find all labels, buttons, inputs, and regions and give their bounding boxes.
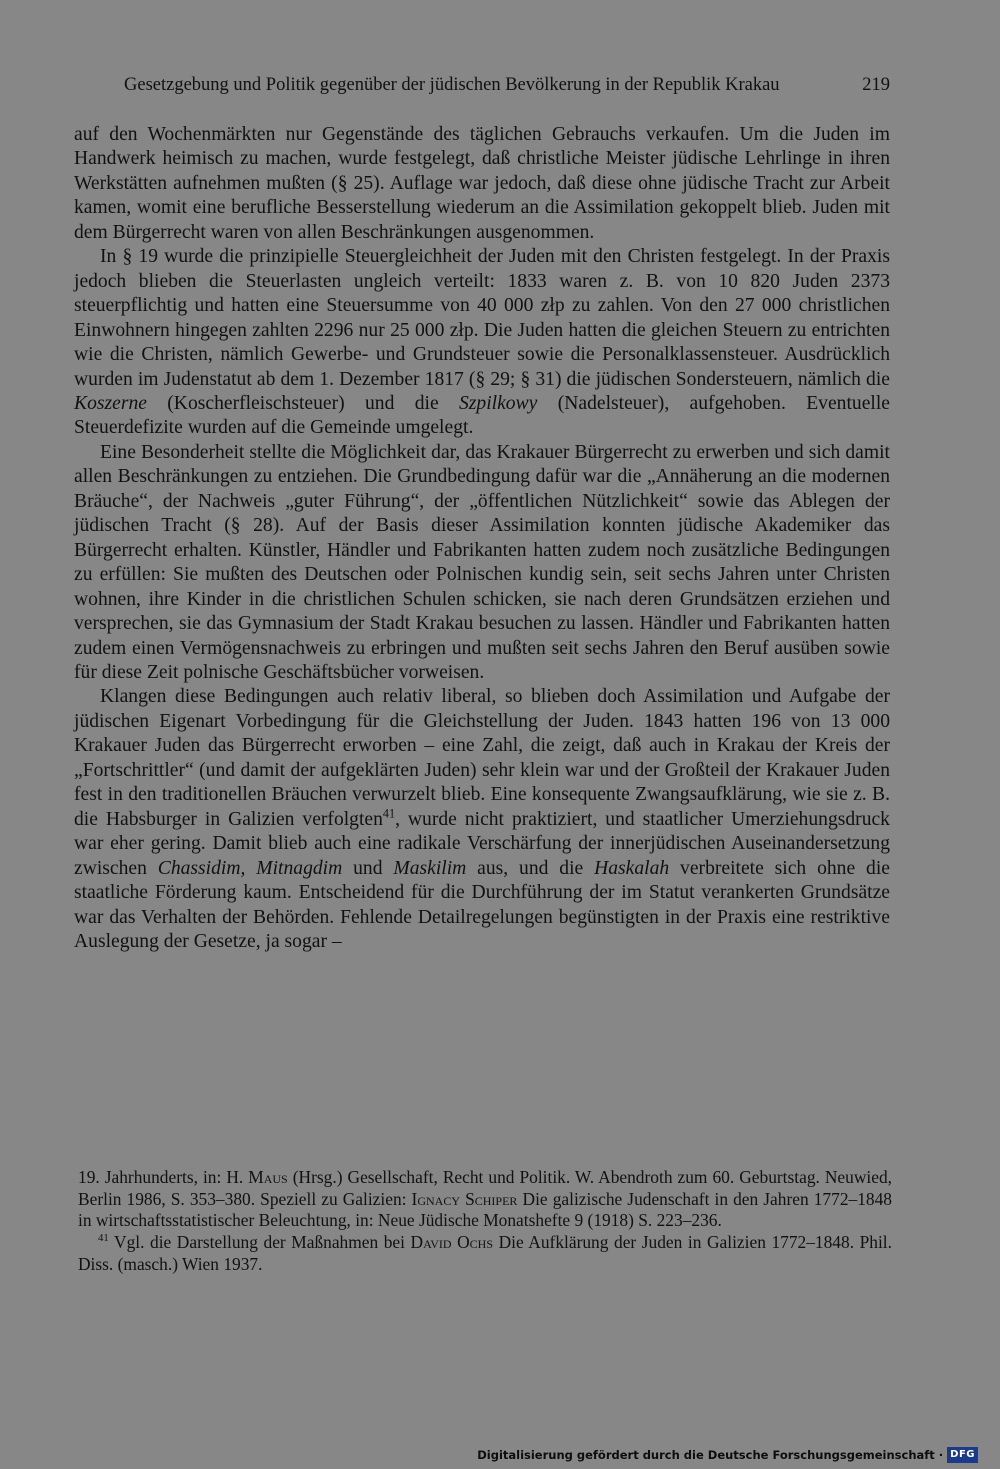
text-run: Die galizische Judenschaft in den Jahren 1772–1848 in wirtschaftsstatistischer Beleuchtung, in: Neue Jüdische Monatshefte 9 (1918) S. 223–236. xyxy=(78,1188,892,1231)
italic-term: Koszerne xyxy=(74,392,147,414)
running-head xyxy=(124,72,890,98)
author-name: Maus xyxy=(248,1167,288,1187)
text-run: verbreitete sich ohne die staatliche Förderung kaum. Entscheidend für die Durchführung der im Statut verankerten Grundsätze war das Verhalten der Behörden. Fehlende Detailregelungen begünstigten in der Praxis eine restriktive Auslegung der Gesetze, ja sogar – xyxy=(74,857,890,952)
author-name: Ignacy Schiper xyxy=(411,1188,518,1209)
text-run: Vgl. die Darstellung der Maßnahmen bei xyxy=(108,1232,411,1253)
running-head-title: Gesetzgebung und Politik gegenüber der jüdischen Bevölkerung in der Republik Krakau xyxy=(124,75,780,95)
italic-term: Szpilkowy xyxy=(458,392,538,414)
author-name: David Ochs xyxy=(410,1232,494,1253)
main-text xyxy=(74,123,890,954)
text-run: Klangen diese Bedingungen auch relativ liberal, so blieben doch Assimilation und Aufgabe der jüdischen Eigenart Vorbedingung für die Gleichstellung der Juden. 1843 hatten 196 von 13 000 Krakauer Juden das Bürgerrecht erworben – eine Zahl, die zeigt, daß auch in Krakau der Kreis der „Fortschrittler“ (und damit der aufgeklärten Juden) sehr klein war und der Großteil der Krakauer Juden fest in den traditionellen Bräuchen verwurzelt blieb. Eine konsequente Zwangsaufklärung, wie sie z. B. die Habsburger in Galizien verfolgten xyxy=(74,686,890,830)
body-paragraph xyxy=(74,123,890,245)
text-run: (Nadelsteuer), aufgehoben. Eventuelle Steuerdefizite wurden auf die Gemeinde umgelegt. xyxy=(74,392,890,439)
italic-term: Haskalah xyxy=(594,857,670,879)
body-paragraph xyxy=(74,685,890,954)
body-paragraph xyxy=(74,441,890,686)
text-run: Eine Besonderheit stellte die Möglichkeit dar, das Krakauer Bürgerrecht zu erwerben und sich damit allen Beschränkungen zu entziehen. Die Grundbedingung dafür war die „Annäherung an die modernen Bräuche“, der Nachweis „guter Führung“, der „öffentlichen Nützlichkeit“ sowie das Ablegen der jüdischen Tracht (§ 28). Auf der Basis dieser Assimilation konnten jüdische Akademiker das Bürgerrecht erhalten. Künstler, Händler und Fabrikanten hatten zudem noch zusätzliche Bedingungen zu erfüllen: Sie mußten des Deutschen oder Polnischen kundig sein, seit sechs Jahren unter Christen wohnen, ihre Kinder in die christlichen Schulen schicken, sie nach deren Grundsätzen erziehen und versprechen, sie das Gymnasium der Stadt Krakau besuchen zu lassen. Händler und Fabrikanten hatten zudem einen Vermögensnachweis zu erbringen und mußten seit sechs Jahren den Beruf ausüben sowie für diese Zeit polnische Geschäftsbücher vorweisen. xyxy=(74,441,890,683)
body-paragraph xyxy=(74,245,890,441)
text-run: auf den Wochenmärkten nur Gegenstände des täglichen Gebrauchs verkaufen. Um die Juden im Handwerk heimisch zu machen, wurde festgelegt, daß christliche Meister jüdische Lehrlinge in ihren Werkstätten aufnehmen mußten (§ 25). Auflage war jedoch, daß diese ohne jüdische Tracht zur Arbeit kamen, womit eine berufliche Besserstellung wiederum an die Assimilation gekoppelt blieb. Juden mit dem Bürgerrecht waren von allen Beschränkungen ausgenommen. xyxy=(74,124,890,243)
italic-term: Chassidim, Mitnagdim xyxy=(157,857,343,879)
footnote-marker: 41 xyxy=(98,1232,109,1245)
digitization-credit xyxy=(477,1447,978,1463)
text-run: aus, und die xyxy=(466,857,595,879)
footnotes xyxy=(78,1167,892,1276)
text-run: und xyxy=(342,857,394,879)
dfg-logo: DFG xyxy=(947,1447,978,1463)
footnote xyxy=(78,1167,892,1232)
text-run: , wurde nicht praktiziert, und staatlicher Umerziehungsdruck war eher gering. Damit blieb auch eine radikale Verschärfung der innerjüdischen Auseinandersetzung zwischen xyxy=(74,808,890,879)
text-run: (Koscherfleischsteuer) und die xyxy=(146,392,459,414)
text-run: (Hrsg.) Gesellschaft, Recht und Politik. W. Abendroth zum 60. Geburtstag. Neuwied, Berlin 1986, S. 353–380. Speziell zu Galizien: xyxy=(78,1167,893,1209)
text-run: In § 19 wurde die prinzipielle Steuergleichheit der Juden mit den Christen festgelegt. In der Praxis jedoch blieben die Steuerlasten ungleich verteilt: 1833 waren z. B. von 10 820 Juden 2373 steuerpflichtig und hatten eine Steuersumme von 40 000 złp zu zahlen. Von den 27 000 christlichen Einwohnern hingegen zahlten 2296 nur 25 000 złp. Die Juden hatten die gleichen Steuern zu entrichten wie die Christen, nämlich Gewerbe- und Grundsteuer sowie die Personalklassensteuer. Ausdrücklich wurden im Judenstatut ab dem 1. Dezember 1817 (§ 29; § 31) die jüdischen Sondersteuern, nämlich die xyxy=(74,246,890,390)
text-run: Die Aufklärung der Juden in Galizien 1772–1848. Phil. Diss. (masch.) Wien 1937. xyxy=(78,1232,892,1274)
footnote-marker: 41 xyxy=(382,806,396,821)
text-run: 19. Jahrhunderts, in: H. xyxy=(78,1167,249,1187)
italic-term: Maskilim xyxy=(393,857,467,879)
footnote xyxy=(78,1232,892,1275)
page-number: 219 xyxy=(862,75,890,95)
credit-text: Digitalisierung gefördert durch die Deutsche Forschungsgemeinschaft · xyxy=(477,1448,944,1462)
